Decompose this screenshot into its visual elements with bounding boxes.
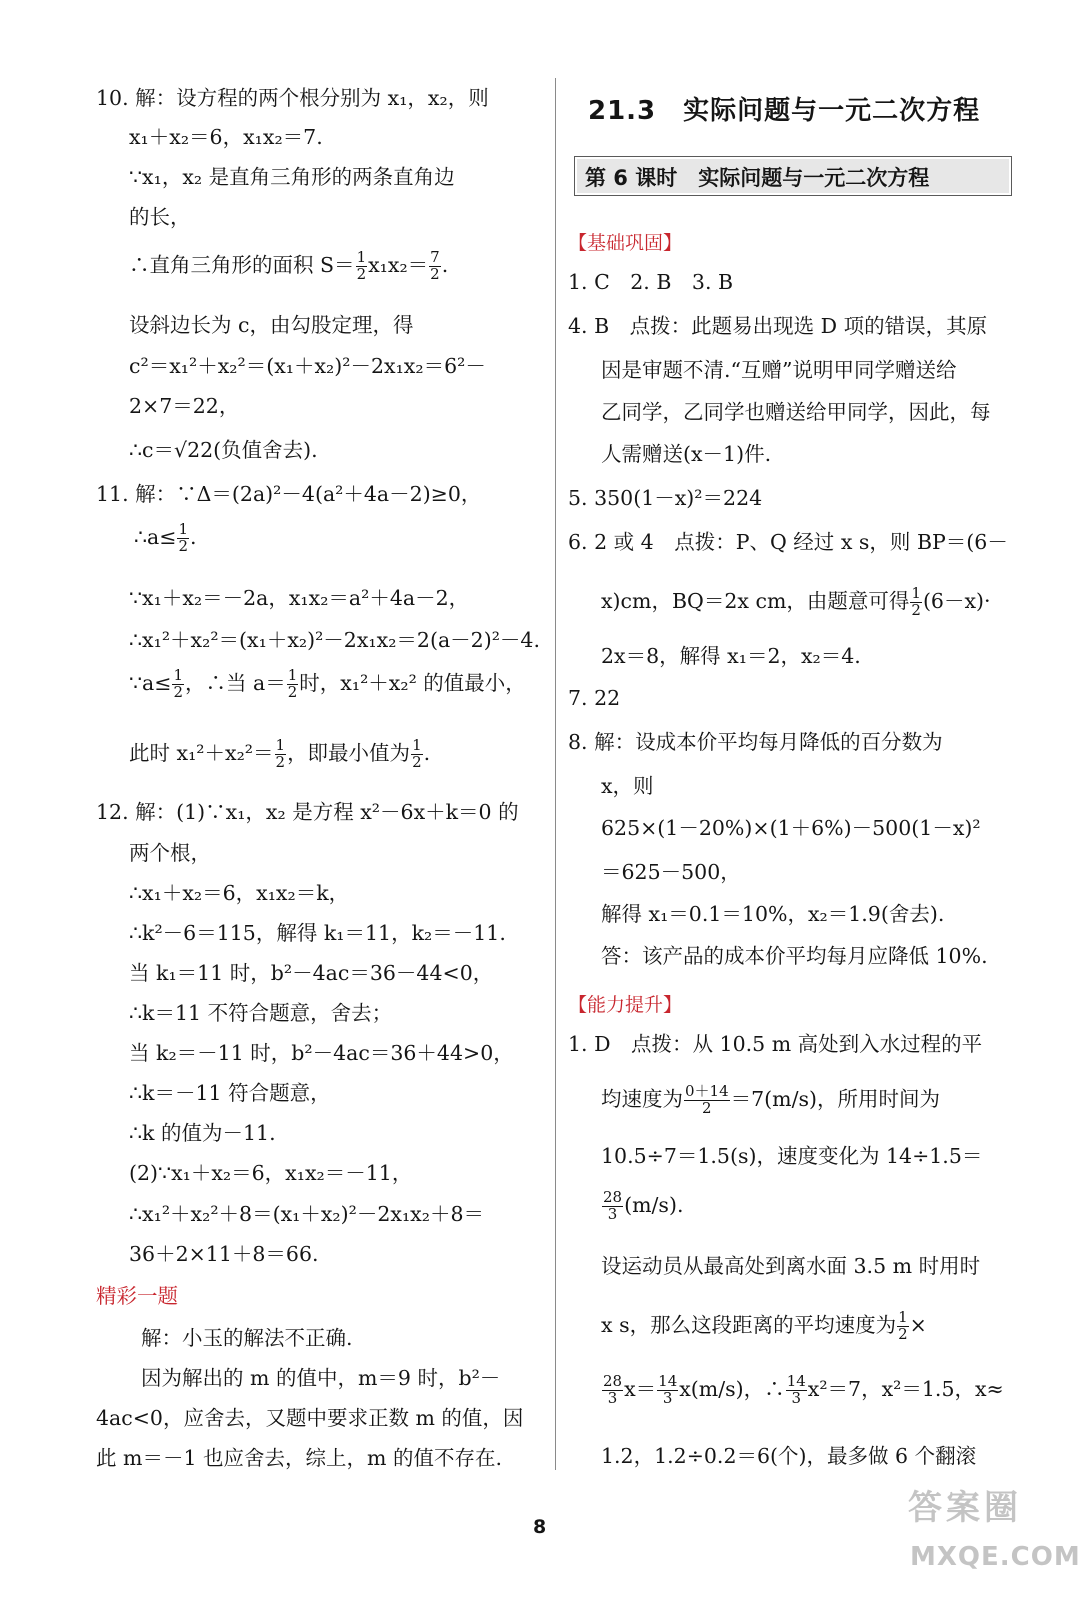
fraction [172, 668, 184, 701]
text: × [909, 1312, 927, 1337]
lesson-title: 第 6 课时 实际问题与一元二次方程 [585, 166, 930, 190]
watermark-url: MXQE.COM [910, 1542, 1081, 1572]
basic-q7: 7. 22 [568, 686, 621, 710]
numerator: 1 [898, 1308, 908, 1326]
advanced-line-4 [601, 1190, 683, 1223]
highlight-line-3: 4ac<0，应舍去，又题中要求正数 m 的值，因 [96, 1406, 524, 1430]
q10-line-4: 的长， [129, 205, 191, 229]
q12-line-10: (2)∵x₁＋x₂＝6，x₁x₂＝－11， [129, 1161, 413, 1185]
basic-q8-line-3: 625×(1－20%)×(1＋6%)－500(1－x)² [601, 816, 981, 840]
fraction [786, 1374, 807, 1407]
text: (6－x)· [922, 588, 991, 613]
text: (m/s). [624, 1192, 684, 1217]
q10-line-6: 设斜边长为 c，由勾股定理，得 [129, 313, 414, 337]
basic-q8-line-1: 8. 解：设成本价平均每月降低的百分数为 [568, 730, 943, 754]
numerator: 0＋14 [685, 1082, 729, 1100]
text: 此时 x₁²＋x₂²＝ [129, 740, 274, 765]
section-title: 21.3 实际问题与一元二次方程 [588, 96, 981, 126]
text: x＝ [624, 1376, 657, 1401]
highlight-title: 精彩一题 [96, 1284, 178, 1308]
numerator: 1 [287, 666, 298, 684]
q10-line-5 [129, 250, 448, 283]
highlight-line-1: 解：小玉的解法不正确. [141, 1326, 353, 1350]
q12-line-8: ∴k＝－11 符合题意， [129, 1081, 331, 1105]
q11-line-5 [129, 668, 526, 701]
text: . [190, 524, 197, 549]
advanced-line-6 [601, 1310, 927, 1343]
basic-q4-line-2: 因是审题不清.“互赠”说明甲同学赠送给 [601, 358, 957, 382]
q12-line-11: ∴x₁²＋x₂²＋8＝(x₁＋x₂)²－2x₁x₂＋8＝ [129, 1202, 484, 1226]
q12-line-12: 36＋2×11＋8＝66. [129, 1242, 319, 1266]
numerator: 28 [603, 1372, 623, 1390]
numerator: 1 [275, 736, 286, 754]
advanced-line-7 [601, 1374, 1004, 1407]
basic-q4-line-4: 人需赠送(x－1)件. [601, 442, 772, 466]
text: ，∴当 a＝ [185, 670, 286, 695]
numerator: 7 [430, 248, 440, 266]
numerator: 14 [658, 1372, 678, 1390]
denominator: 2 [287, 682, 298, 701]
numerator: 28 [603, 1188, 623, 1206]
fraction [356, 250, 368, 283]
text: . [423, 740, 431, 765]
advanced-line-3: 10.5÷7＝1.5(s)，速度变化为 14÷1.5＝ [601, 1144, 983, 1168]
highlight-line-2: 因为解出的 m 的值中，m＝9 时，b²－ [141, 1366, 501, 1390]
basic-q8-line-6: 答：该产品的成本价平均每月应降低 10%. [601, 944, 988, 968]
highlight-line-4: 此 m＝－1 也应舍去，综上，m 的值不存在. [96, 1446, 502, 1470]
numerator: 1 [178, 520, 188, 538]
q12-line-2: 两个根， [129, 841, 211, 865]
column-divider [555, 78, 556, 1470]
denominator: 2 [412, 752, 422, 771]
text: x(m/s)，∴ [679, 1376, 785, 1401]
text: ∴直角三角形的面积 S＝ [129, 252, 355, 277]
denominator: 2 [275, 752, 286, 771]
advanced-line-8: 1.2，1.2÷0.2＝6(个)，最多做 6 个翻滚 [601, 1444, 977, 1468]
watermark-logo [900, 1478, 1081, 1588]
q11-line-4: ∴x₁²＋x₂²＝(x₁＋x₂)²－2x₁x₂＝2(a－2)²－4. [129, 628, 540, 652]
denominator: 2 [178, 536, 188, 555]
denominator: 2 [356, 264, 367, 283]
text: x s，那么这段距离的平均速度为 [601, 1312, 897, 1337]
q12-line-6: ∴k＝11 不符合题意，舍去； [129, 1001, 393, 1025]
text: ∴a≤ [134, 524, 177, 549]
basic-q4-line-3: 乙同学，乙同学也赠送给甲同学，因此，每 [601, 400, 991, 424]
basic-q6-line-3: 2x＝8，解得 x₁＝2，x₂＝4. [601, 644, 861, 668]
lesson-title-box [574, 156, 1012, 196]
denominator: 3 [607, 1388, 618, 1407]
advanced-line-2 [601, 1084, 940, 1117]
fraction [657, 1374, 678, 1407]
fraction [684, 1084, 730, 1117]
fraction [287, 668, 299, 701]
numerator: 1 [173, 666, 183, 684]
numerator: 1 [356, 248, 367, 266]
q10-line-1: 10. 解：设方程的两个根分别为 x₁，x₂，则 [96, 86, 489, 110]
watermark-text: 答案圈 [908, 1488, 1022, 1528]
q11-line-3: ∵x₁＋x₂＝－2a，x₁x₂＝a²＋4a－2， [129, 586, 470, 610]
basic-q6-line-1: 6. 2 或 4 点拨：P、Q 经过 x s，则 BP＝(6－ [568, 530, 1008, 554]
q10-line-7: c²＝x₁²＋x₂²＝(x₁＋x₂)²－2x₁x₂＝6²－ [129, 354, 486, 378]
q12-line-3: ∴x₁＋x₂＝6，x₁x₂＝k， [129, 881, 350, 905]
denominator: 3 [662, 1388, 673, 1407]
q11-line-6 [129, 738, 430, 771]
numerator: 14 [786, 1372, 806, 1390]
denominator: 2 [173, 682, 183, 701]
basic-q8-line-5: 解得 x₁＝0.1＝10%，x₂＝1.9(舍去). [601, 902, 945, 926]
q12-line-9: ∴k 的值为－11. [129, 1121, 276, 1145]
q10-line-3: ∵x₁，x₂ 是直角三角形的两条直角边 [129, 165, 455, 189]
denominator: 3 [791, 1388, 801, 1407]
numerator: 1 [911, 584, 921, 602]
text: ，即最小值为 [287, 740, 411, 765]
denominator: 2 [430, 264, 440, 283]
text: 时，x₁²＋x₂² 的值最小， [299, 670, 526, 695]
text: x₁x₂＝ [368, 252, 429, 277]
fraction [275, 738, 287, 771]
fraction [910, 586, 922, 619]
text: 均速度为 [601, 1086, 683, 1111]
basic-q1-3: 1. C 2. B 3. B [568, 270, 734, 294]
basic-q8-line-2: x，则 [601, 774, 654, 798]
fraction [602, 1374, 623, 1407]
page-number: 8 [533, 1516, 547, 1538]
q10-line-2: x₁＋x₂＝6，x₁x₂＝7. [129, 125, 323, 149]
basic-q5: 5. 350(1－x)²＝224 [568, 486, 763, 510]
text: x²＝7，x²＝1.5，x≈ [807, 1376, 1004, 1401]
fraction [177, 522, 189, 555]
q10-line-8: 2×7＝22， [129, 394, 240, 418]
q11-line-1: 11. 解：∵Δ＝(2a)²－4(a²＋4a－2)≥0， [96, 482, 482, 506]
denominator: 2 [898, 1324, 908, 1343]
advanced-line-5: 设运动员从最高处到离水面 3.5 m 时用时 [601, 1254, 981, 1278]
basic-tag: 【基础巩固】 [568, 232, 683, 254]
q12-line-7: 当 k₂＝－11 时，b²－4ac＝36＋44>0， [129, 1041, 514, 1065]
q12-line-4: ∴k²－6＝115，解得 k₁＝11，k₂＝－11. [129, 921, 506, 945]
q11-line-2 [134, 522, 197, 555]
numerator: 1 [412, 736, 422, 754]
advanced-line-1: 1. D 点拨：从 10.5 m 高处到入水过程的平 [568, 1032, 983, 1056]
q10-line-9: ∴c＝√22(负值舍去). [129, 438, 318, 462]
fraction [411, 738, 423, 771]
text: x)cm，BQ＝2x cm，由题意可得 [601, 588, 910, 613]
denominator: 2 [702, 1098, 712, 1117]
fraction [429, 250, 441, 283]
basic-q6-line-2 [601, 586, 991, 619]
basic-q4-line-1: 4. B 点拨：此题易出现选 D 项的错误，其原 [568, 314, 988, 338]
text: ∵a≤ [129, 670, 172, 695]
denominator: 3 [607, 1204, 618, 1223]
text: . [441, 252, 449, 277]
advanced-tag: 【能力提升】 [568, 994, 683, 1016]
q12-line-5: 当 k₁＝11 时，b²－4ac＝36－44<0， [129, 961, 494, 985]
q12-line-1: 12. 解：(1)∵x₁，x₂ 是方程 x²－6x＋k＝0 的 [96, 800, 519, 824]
text: ＝7(m/s)，所用时间为 [730, 1086, 941, 1111]
basic-q8-line-4: ＝625－500， [601, 860, 741, 884]
denominator: 2 [911, 600, 921, 619]
fraction [897, 1310, 909, 1343]
fraction [602, 1190, 623, 1223]
